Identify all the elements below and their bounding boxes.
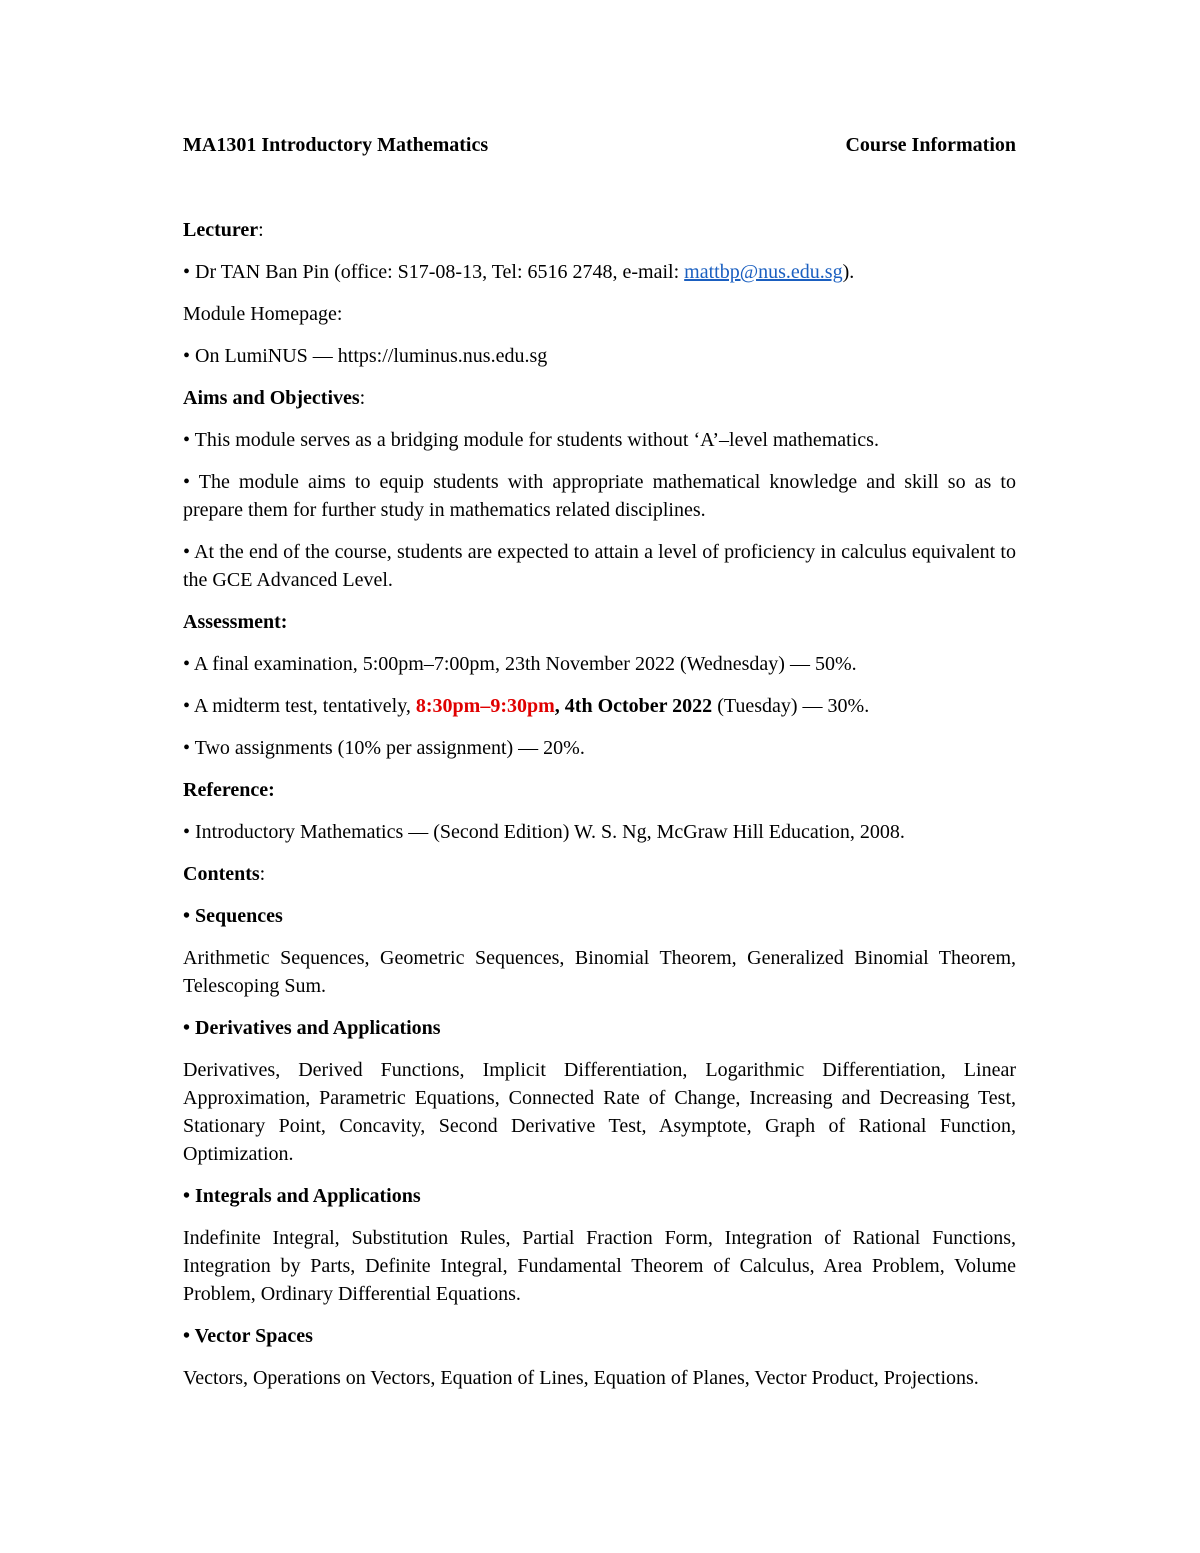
aims-heading: Aims and Objectives: bbox=[183, 387, 366, 409]
assessment-final: • A final examination, 5:00pm–7:00pm, 23th November 2022 (Wednesday) — 50%. bbox=[183, 653, 857, 675]
lecturer-heading: Lecturer: bbox=[183, 219, 264, 241]
midterm-suffix: (Tuesday) — 30%. bbox=[712, 695, 870, 717]
lecturer-text-end: ). bbox=[842, 261, 855, 283]
aims-item-3: • At the end of the course, students are expected to attain a level of proficiency in calculus equivalent to the GCE Advanced Level. bbox=[183, 541, 1016, 591]
contents-heading: Contents: bbox=[183, 863, 266, 885]
contents-heading-text: Contents bbox=[183, 863, 260, 885]
aims-item-2: • The module aims to equip students with appropriate mathematical knowledge and skill so as to prepare them for further study in mathematics related disciplines. bbox=[183, 471, 1016, 521]
assessment-assignments: • Two assignments (10% per assignment) — 20%. bbox=[183, 737, 585, 759]
homepage-text: • On LumiNUS — https://luminus.nus.edu.sg bbox=[183, 345, 548, 367]
course-info-label: Course Information bbox=[845, 134, 1016, 156]
topic-body-derivatives: Derivatives, Derived Functions, Implicit Differentiation, Logarithmic Differentiation, Linear Approximation, Parametric Equations, Connected Rate of Change, Increasing and Decreasing Test, Stationary Point, Concavity, Second Derivative Test, Asymptote, Graph of Rational Function, Optimization. bbox=[183, 1059, 1016, 1165]
assessment-heading: Assessment: bbox=[183, 611, 288, 633]
topic-body-sequences: Arithmetic Sequences, Geometric Sequences, Binomial Theorem, Generalized Binomial Theorem, Telescoping Sum. bbox=[183, 947, 1016, 997]
midterm-sep: , bbox=[554, 695, 565, 717]
topic-title-integrals: • Integrals and Applications bbox=[183, 1185, 421, 1207]
reference-text: • Introductory Mathematics — (Second Edition) W. S. Ng, McGraw Hill Education, 2008. bbox=[183, 821, 905, 843]
reference-heading: Reference: bbox=[183, 779, 275, 801]
lecturer-details bbox=[183, 258, 1016, 286]
topic-title-sequences: • Sequences bbox=[183, 905, 283, 927]
midterm-prefix: • A midterm test, tentatively, bbox=[183, 695, 416, 717]
title-row bbox=[183, 131, 1016, 161]
topic-title-derivatives: • Derivatives and Applications bbox=[183, 1017, 441, 1039]
midterm-time: 8:30pm–9:30pm bbox=[415, 695, 555, 717]
topic-title-vectors: • Vector Spaces bbox=[183, 1325, 313, 1347]
aims-heading-text: Aims and Objectives bbox=[183, 387, 360, 409]
topic-body-vectors: Vectors, Operations on Vectors, Equation of Lines, Equation of Planes, Vector Product, Projections. bbox=[183, 1367, 979, 1389]
assessment-midterm bbox=[183, 692, 1016, 720]
course-title: MA1301 Introductory Mathematics bbox=[183, 134, 489, 156]
document-page bbox=[183, 131, 1016, 1406]
midterm-date: 4th October 2022 bbox=[564, 695, 713, 717]
homepage-heading: Module Homepage: bbox=[183, 303, 343, 325]
lecturer-heading-text: Lecturer bbox=[183, 219, 259, 241]
topic-body-integrals: Indefinite Integral, Substitution Rules, Partial Fraction Form, Integration of Rational Functions, Integration by Parts, Definite Integral, Fundamental Theorem of Calculus, Area Problem, Volume Problem, Ordinary Differential Equations. bbox=[183, 1227, 1016, 1305]
lecturer-email-link[interactable]: mattbp@nus.edu.sg bbox=[684, 261, 843, 283]
lecturer-text: • Dr TAN Ban Pin (office: S17-08-13, Tel: 6516 2748, e-mail: bbox=[183, 261, 685, 283]
aims-item-1: • This module serves as a bridging module for students without ‘A’–level mathematics. bbox=[183, 429, 879, 451]
